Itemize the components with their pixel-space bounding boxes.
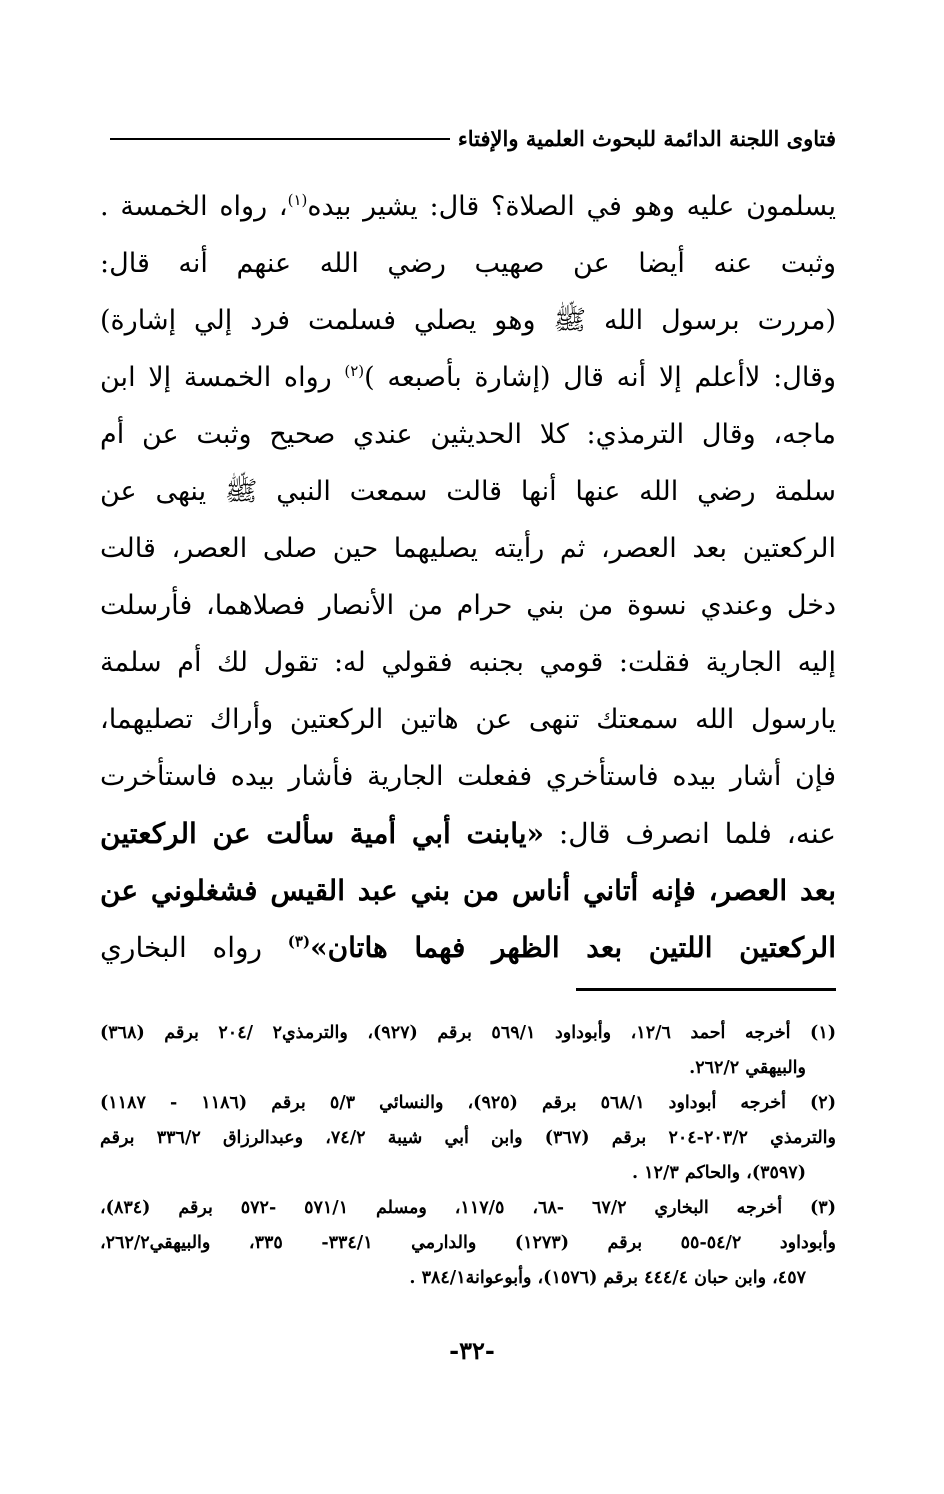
footnote-ref-1: (١) bbox=[287, 191, 308, 209]
body-line-2: وثبت عنه أيضا عن صهيب رضي الله عنهم أنه قال: bbox=[100, 248, 836, 279]
body-line-4: وقال: لاأعلم إلا أنه قال (إشارة بأصبعه )$^{(٢)}$ رواه الخمسة إلا ابن bbox=[100, 362, 836, 393]
footnote-line: (٣٥٩٧)، والحاكم ١٢/٣ . bbox=[631, 1163, 806, 1183]
page-number: -٣٢- bbox=[449, 1336, 495, 1365]
body-line-12: عنه، فلما انصرف قال: «يابنت أبي أمية سألت عن الركعتين bbox=[100, 817, 836, 850]
body-line-5: ماجه، وقال الترمذي: كلا الحديثين عندي صحيح وثبت عن أم bbox=[100, 419, 836, 450]
body-line-3: (مررت برسول الله ﷺ وهو يصلي فسلمت فرد إلي إشارة) bbox=[100, 305, 836, 336]
footnote-line: والترمذي ٢٠٣/٢-٢٠٤ برقم (٣٦٧) وابن أبي شيبة ٧٤/٢، وعبدالرزاق ٣٣٦/٢ برقم bbox=[100, 1128, 836, 1148]
footnote-line: والبيهقي ٢٦٢/٢. bbox=[689, 1058, 806, 1078]
main-text bbox=[100, 178, 836, 976]
body-line-11: فإن أشار بيده فاستأخري ففعلت الجارية فأشار بيده فاستأخرت bbox=[100, 761, 836, 792]
footnote-separator bbox=[576, 988, 836, 991]
body-line-14: الركعتين اللتين بعد الظهر فهما هاتان»$^{(٣)}$ رواه البخاري bbox=[100, 931, 836, 964]
body-line-1: يسلمون عليه وهو في الصلاة؟ قال: يشير بيده$^{(١)}$، رواه الخمسة . bbox=[100, 191, 836, 222]
header-title: فتاوى اللجنة الدائمة للبحوث العلمية والإفتاء bbox=[457, 125, 836, 151]
body-line-13: بعد العصر، فإنه أتاني أناس من بني عبد القيس فشغلوني عن bbox=[100, 874, 836, 907]
footnote-line: (٢) أخرجه أبوداود ٥٦٨/١ برقم (٩٢٥)، والنسائي ٥/٣ برقم (١١٨٦ - ١١٨٧) bbox=[100, 1093, 836, 1113]
body-line-6: سلمة رضي الله عنها أنها قالت سمعت النبي ﷺ ينهى عن bbox=[100, 476, 836, 507]
body-line-8: دخل وعندي نسوة من بني حرام من الأنصار فصلاهما، فأرسلت bbox=[100, 590, 836, 621]
footnotes bbox=[100, 1016, 836, 1296]
body-line-10: يارسول الله سمعتك تنهى عن هاتين الركعتين وأراك تصليهما، bbox=[100, 704, 836, 735]
running-header bbox=[110, 118, 836, 158]
footnote-ref-3: (٣) bbox=[287, 932, 311, 951]
footnote-line: وأبوداود ٥٤/٢-٥٥ برقم (١٢٧٣) والدارمي ٣٣٤/١- ٣٣٥، والبيهقي٢٦٢/٢، bbox=[100, 1233, 837, 1253]
footnote-line: (١) أخرجه أحمد ١٢/٦، وأبوداود ٥٦٩/١ برقم (٩٢٧)، والترمذي٢ /٢٠٤ برقم (٣٦٨) bbox=[100, 1023, 837, 1043]
body-line-9: إليه الجارية فقلت: قومي بجنبه فقولي له: تقول لك أم سلمة bbox=[100, 647, 836, 678]
footnote-line: (٣) أخرجه البخاري ٦٧/٢ -٦٨، ١١٧/٥، ومسلم ٥٧١/١ -٥٧٢ برقم (٨٣٤)، bbox=[100, 1198, 836, 1218]
footnote-ref-2: (٢) bbox=[344, 362, 365, 380]
header-rule bbox=[110, 138, 450, 140]
body-line-7: الركعتين بعد العصر، ثم رأيته يصليهما حين صلى العصر، قالت bbox=[100, 533, 836, 564]
footnote-line: ٤٥٧، وابن حبان ٤٤٤/٤ برقم (١٥٧٦)، وأبوعوانة٣٨٤/١ . bbox=[409, 1268, 806, 1288]
